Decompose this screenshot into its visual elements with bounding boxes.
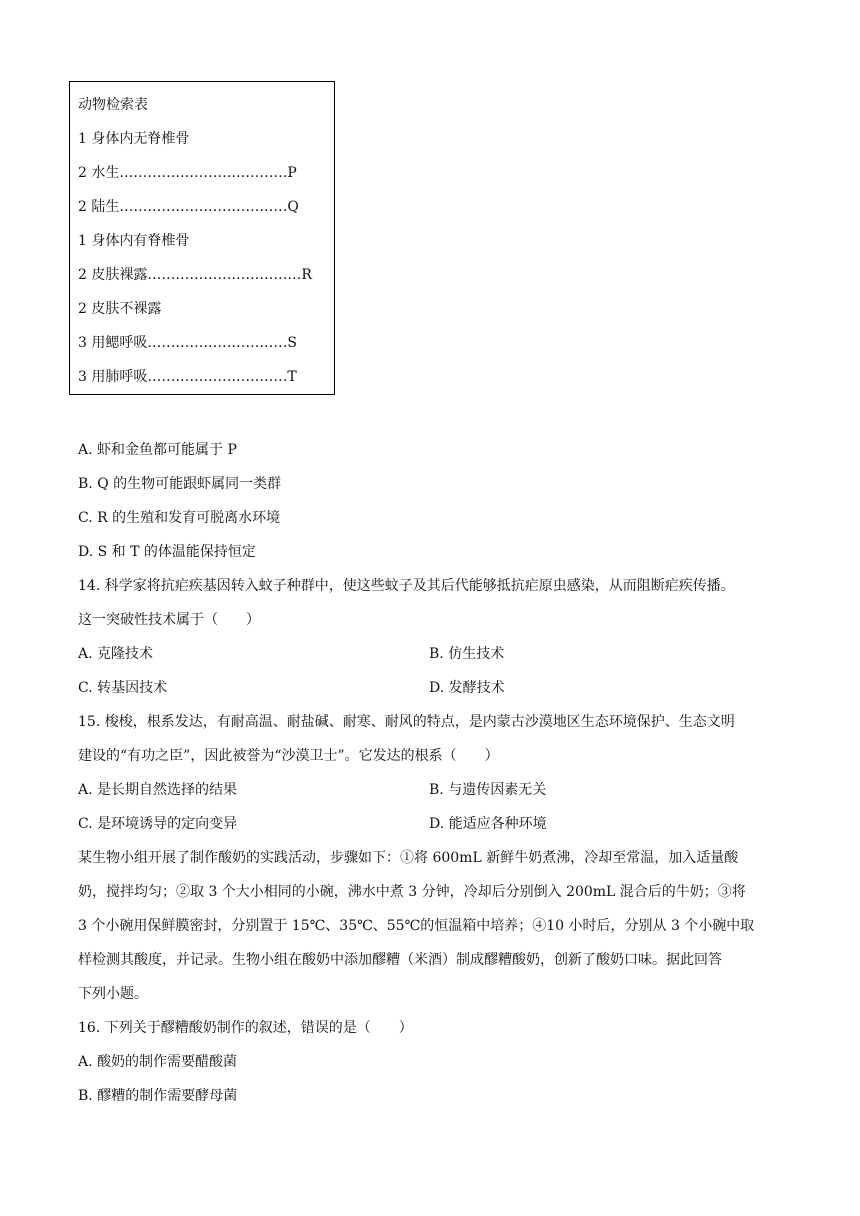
passage-line: 下列小题。 [78, 986, 148, 1002]
q13-option-d: D. S 和 T 的体温能保持恒定 [78, 544, 256, 560]
q16-stem: 16. 下列关于醪糟酸奶制作的叙述，错误的是（ ） [78, 1020, 413, 1036]
passage-line: 样检测其酸度，并记录。生物小组在酸奶中添加醪糟（米酒）制成醪糟酸奶，创新了酸奶口味。据此回答 [78, 952, 722, 968]
q13-option-a: A. 虾和金鱼都可能属于 P [78, 442, 237, 458]
key-line: 1 身体内有脊椎骨 [78, 233, 190, 249]
q16-option-a: A. 酸奶的制作需要醋酸菌 [78, 1054, 238, 1070]
q14-option-d: D. 发酵技术 [429, 680, 505, 696]
key-line: 2 陆生………………………………Q [78, 199, 299, 215]
q14-stem: 14. 科学家将抗疟疾基因转入蚊子种群中，使这些蚊子及其后代能够抵抗疟原虫感染，从而阻断疟疾传播。 [78, 578, 735, 594]
q15-option-d: D. 能适应各种环境 [429, 816, 547, 832]
q14-option-a: A. 克隆技术 [78, 646, 154, 662]
key-line: 2 水生………………………………P [78, 165, 297, 181]
q15-option-c: C. 是环境诱导的定向变异 [78, 816, 238, 832]
q15-option-b: B. 与遗传因素无关 [429, 782, 547, 798]
key-line: 2 皮肤不裸露 [78, 301, 162, 317]
q15-option-a: A. 是长期自然选择的结果 [78, 782, 238, 798]
key-table-title: 动物检索表 [78, 97, 148, 113]
animal-key-table [69, 81, 335, 395]
key-line: 3 用鳃呼吸…………………………S [78, 335, 297, 351]
q14-option-b: B. 仿生技术 [429, 646, 505, 662]
q13-option-b: B. Q 的生物可能跟虾属同一类群 [78, 476, 282, 492]
q16-option-b: B. 醪糟的制作需要酵母菌 [78, 1088, 238, 1104]
passage-line: 3 个小碗用保鲜膜密封，分别置于 15℃、35℃、55℃的恒温箱中培养；④10 小时后，分别从 3 个小碗中取 [78, 918, 755, 934]
key-line: 3 用肺呼吸…………………………T [78, 369, 297, 385]
q15-stem-cont: 建设的“有功之臣”，因此被誉为“沙漠卫士”。它发达的根系（ ） [78, 748, 499, 764]
q15-stem: 15. 梭梭，根系发达，有耐高温、耐盐碱、耐寒、耐风的特点，是内蒙古沙漠地区生态环境保护、生态文明 [78, 714, 735, 730]
passage-line: 奶，搅拌均匀；②取 3 个大小相同的小碗，沸水中煮 3 分钟，冷却后分别倒入 200mL 混合后的牛奶；③将 [78, 884, 746, 900]
q13-option-c: C. R 的生殖和发育可脱离水环境 [78, 510, 281, 526]
q14-option-c: C. 转基因技术 [78, 680, 168, 696]
q14-stem-cont: 这一突破性技术属于（ ） [78, 612, 260, 628]
key-line: 1 身体内无脊椎骨 [78, 131, 190, 147]
passage-line: 某生物小组开展了制作酸奶的实践活动，步骤如下：①将 600mL 新鲜牛奶煮沸，冷却至常温，加入适量酸 [78, 850, 739, 866]
key-line: 2 皮肤裸露……………………………R [78, 267, 312, 283]
